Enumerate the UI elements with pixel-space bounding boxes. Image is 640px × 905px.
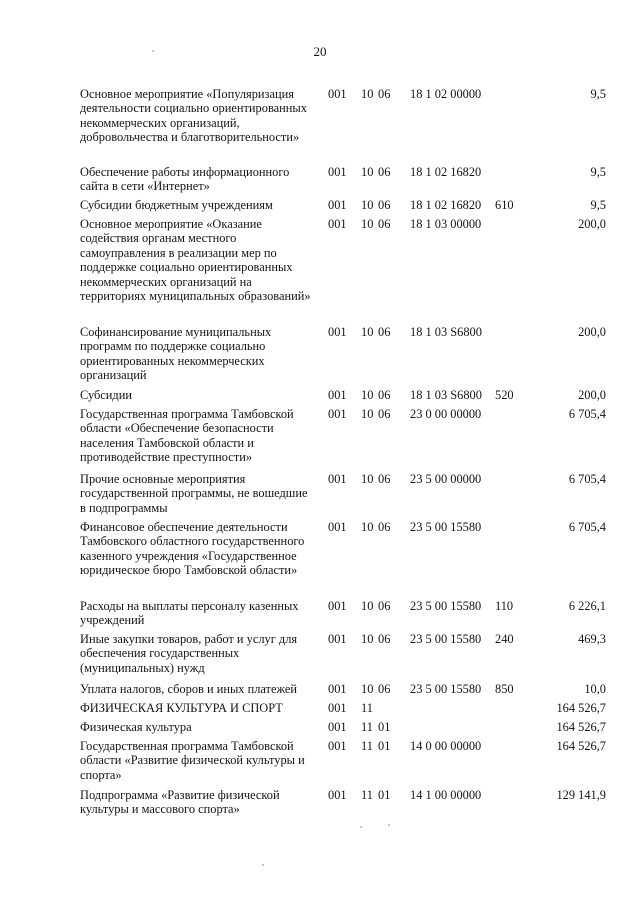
- ministry-code: 001: [328, 198, 347, 212]
- amount: 200,0: [578, 388, 606, 402]
- section-code: 11: [361, 720, 373, 734]
- row-name: Основное мероприятие «Популяризация деятельности социально ориентированных некоммерческих организаций, добровольчества и благотворительности»: [80, 87, 307, 145]
- ministry-code: 001: [328, 407, 347, 421]
- subsection-code: 06: [378, 632, 391, 646]
- amount: 164 526,7: [556, 739, 606, 753]
- subsection-code: 06: [378, 682, 391, 696]
- subsection-code: 06: [378, 388, 391, 402]
- target-code: 23 5 00 15580: [410, 599, 482, 613]
- ministry-code: 001: [328, 472, 347, 486]
- target-code: 14 0 00 00000: [410, 739, 482, 753]
- amount: 9,5: [590, 87, 606, 101]
- amount: 164 526,7: [556, 701, 606, 715]
- ministry-code: 001: [328, 720, 347, 734]
- section-code: 10: [361, 472, 374, 486]
- scan-speck: [360, 826, 362, 828]
- section-code: 11: [361, 701, 373, 715]
- target-code: 18 1 02 00000: [410, 87, 482, 101]
- amount: 6 705,4: [568, 472, 606, 486]
- row-name: Субсидии бюджетным учреждениям: [80, 198, 273, 212]
- row-name: ФИЗИЧЕСКАЯ КУЛЬТУРА И СПОРТ: [80, 701, 283, 715]
- section-code: 10: [361, 599, 374, 613]
- subsection-code: 01: [378, 739, 391, 753]
- subsection-code: 06: [378, 87, 391, 101]
- subsection-code: 06: [378, 407, 391, 421]
- row-name: Субсидии: [80, 388, 132, 402]
- subsection-code: 06: [378, 165, 391, 179]
- expense-type-code: 110: [495, 599, 514, 613]
- amount: 9,5: [590, 165, 606, 179]
- scan-speck: [152, 50, 154, 52]
- target-code: 18 1 03 00000: [410, 217, 482, 231]
- ministry-code: 001: [328, 87, 347, 101]
- row-name: Расходы на выплаты персоналу казенных учреждений: [80, 599, 299, 628]
- amount: 164 526,7: [556, 720, 606, 734]
- subsection-code: 06: [378, 325, 391, 339]
- row-name: Основное мероприятие «Оказание содействия органам местного самоуправления в реализации мер по поддержке социально ориентированных некоммерческих организаций на территориях муниципальных образований»: [80, 217, 311, 304]
- amount: 469,3: [578, 632, 606, 646]
- target-code: 23 5 00 15580: [410, 682, 482, 696]
- amount: 200,0: [578, 325, 606, 339]
- section-code: 11: [361, 788, 373, 802]
- amount: 6 705,4: [568, 407, 606, 421]
- expense-type-code: 240: [495, 632, 514, 646]
- amount: 10,0: [584, 682, 606, 696]
- amount: 6 705,4: [568, 520, 606, 534]
- row-name: Уплата налогов, сборов и иных платежей: [80, 682, 298, 696]
- ministry-code: 001: [328, 632, 347, 646]
- page-number: 20: [313, 44, 327, 59]
- target-code: 18 1 03 S6800: [410, 388, 482, 402]
- section-code: 10: [361, 87, 374, 101]
- row-name: Государственная программа Тамбовской области «Обеспечение безопасности населения Тамбовской области и противодействие преступности»: [80, 407, 294, 465]
- row-name: Подпрограмма «Развитие физической культуры и массового спорта»: [80, 788, 280, 817]
- section-code: 10: [361, 632, 374, 646]
- section-code: 10: [361, 388, 374, 402]
- target-code: 23 5 00 15580: [410, 520, 482, 534]
- section-code: 10: [361, 520, 374, 534]
- row-name: Софинансирование муниципальных программ по поддержке социально ориентированных некоммерческих организаций: [80, 325, 272, 383]
- row-name: Обеспечение работы информационного сайта в сети «Интернет»: [80, 165, 290, 194]
- target-code: 23 5 00 00000: [410, 472, 482, 486]
- section-code: 10: [361, 217, 374, 231]
- target-code: 14 1 00 00000: [410, 788, 482, 802]
- subsection-code: 06: [378, 472, 391, 486]
- amount: 200,0: [578, 217, 606, 231]
- expense-type-code: 610: [495, 198, 514, 212]
- subsection-code: 06: [378, 217, 391, 231]
- section-code: 10: [361, 325, 374, 339]
- target-code: 18 1 03 S6800: [410, 325, 482, 339]
- ministry-code: 001: [328, 325, 347, 339]
- ministry-code: 001: [328, 599, 347, 613]
- ministry-code: 001: [328, 165, 347, 179]
- scan-speck: [388, 824, 390, 826]
- target-code: 23 0 00 00000: [410, 407, 482, 421]
- row-name: Прочие основные мероприятия государственной программы, не вошедшие в подпрограммы: [80, 472, 308, 515]
- ministry-code: 001: [328, 520, 347, 534]
- subsection-code: 06: [378, 520, 391, 534]
- section-code: 10: [361, 407, 374, 421]
- subsection-code: 06: [378, 599, 391, 613]
- subsection-code: 01: [378, 720, 391, 734]
- section-code: 10: [361, 198, 374, 212]
- ministry-code: 001: [328, 788, 347, 802]
- amount: 6 226,1: [568, 599, 606, 613]
- ministry-code: 001: [328, 739, 347, 753]
- section-code: 10: [361, 682, 374, 696]
- subsection-code: 06: [378, 198, 391, 212]
- row-name: Государственная программа Тамбовской области «Развитие физической культуры и спорта»: [80, 739, 305, 782]
- target-code: 18 1 02 16820: [410, 165, 482, 179]
- row-name: Физическая культура: [80, 720, 192, 734]
- subsection-code: 01: [378, 788, 391, 802]
- expense-type-code: 520: [495, 388, 514, 402]
- ministry-code: 001: [328, 701, 347, 715]
- expense-type-code: 850: [495, 682, 514, 696]
- section-code: 10: [361, 165, 374, 179]
- ministry-code: 001: [328, 388, 347, 402]
- amount: 9,5: [590, 198, 606, 212]
- ministry-code: 001: [328, 682, 347, 696]
- scan-speck: [262, 864, 264, 866]
- ministry-code: 001: [328, 217, 347, 231]
- target-code: 23 5 00 15580: [410, 632, 482, 646]
- row-name: Финансовое обеспечение деятельности Тамбовского областного государственного казенного учреждения «Государственное юридическое бюро Тамбовской области»: [80, 520, 305, 578]
- section-code: 11: [361, 739, 373, 753]
- target-code: 18 1 02 16820: [410, 198, 482, 212]
- amount: 129 141,9: [556, 788, 606, 802]
- row-name: Иные закупки товаров, работ и услуг для обеспечения государственных (муниципальных) нужд: [80, 632, 298, 675]
